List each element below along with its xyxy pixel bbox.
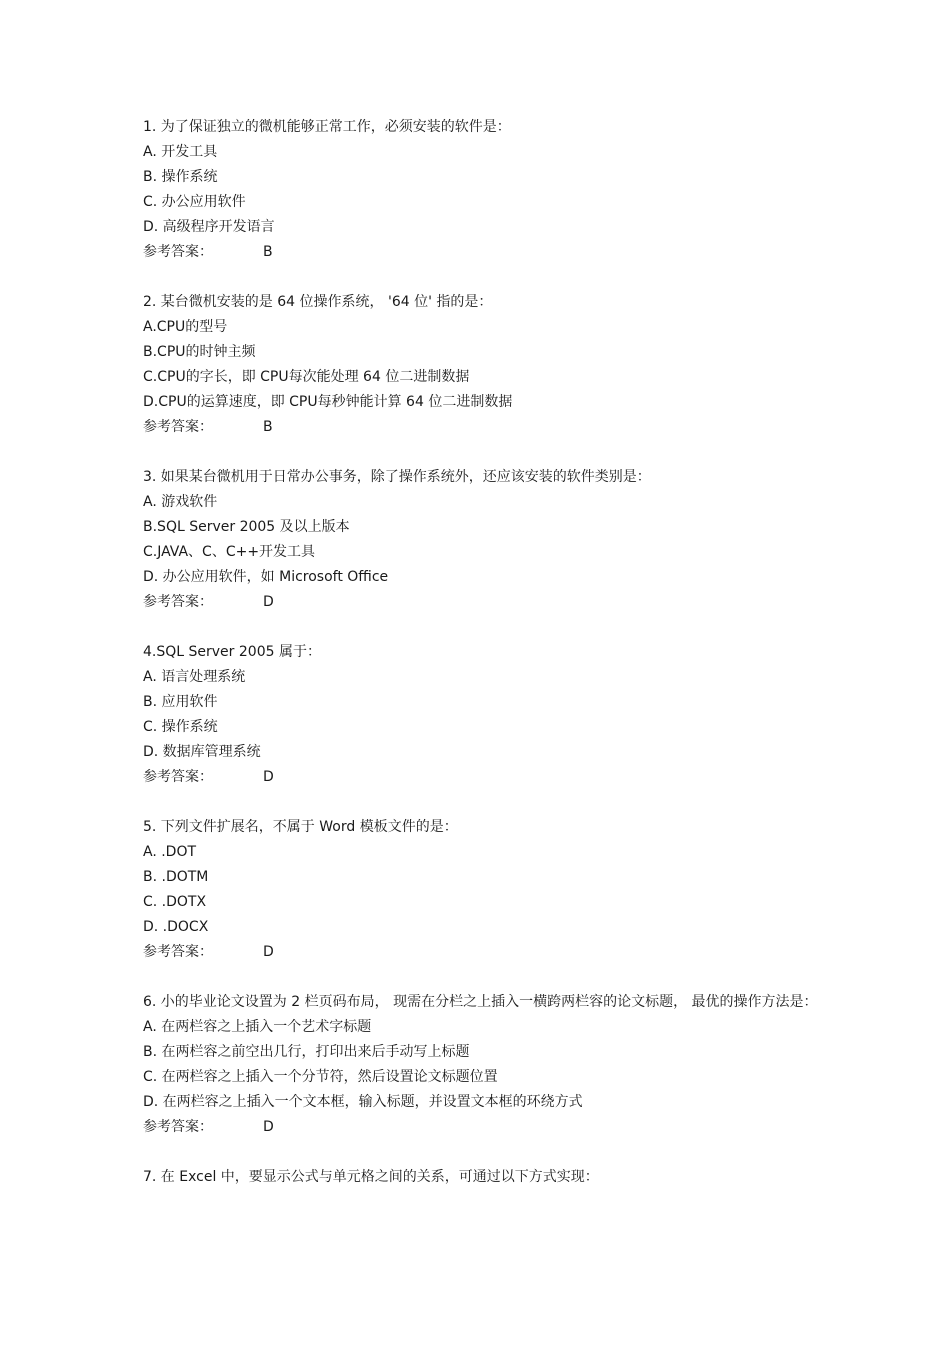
- option-b: B.SQL Server 2005 及以上版本: [143, 519, 350, 535]
- option-b: B. .DOTM: [143, 869, 209, 885]
- question-2: [143, 290, 823, 440]
- answer-row: [143, 940, 823, 965]
- option-b: B.CPU的时钟主频: [143, 344, 256, 360]
- question-title: 7. 在 Excel 中，要显示公式与单元格之间的关系，可通过以下方式实现：: [143, 1169, 599, 1185]
- option-a: A.CPU的型号: [143, 319, 228, 335]
- question-list: [143, 115, 823, 1215]
- option-b: B. 在两栏容之前空出几行，打印出来后手动写上标题: [143, 1044, 470, 1060]
- option-c: C. 在两栏容之上插入一个分节符，然后设置论文标题位置: [143, 1069, 498, 1085]
- question-title: 1. 为了保证独立的微机能够正常工作，必须安装的软件是：: [143, 119, 511, 135]
- option-c: C.JAVA、C、C++开发工具: [143, 544, 316, 560]
- question-7: [143, 1165, 823, 1190]
- option-c: C. .DOTX: [143, 894, 207, 910]
- option-a: A. 开发工具: [143, 144, 218, 160]
- answer-row: [143, 765, 823, 790]
- option-a: A. 在两栏容之上插入一个艺术字标题: [143, 1019, 372, 1035]
- question-title: 2. 某台微机安装的是 64 位操作系统， '64 位' 指的是：: [143, 294, 493, 310]
- answer-label: 参考答案：: [143, 594, 213, 610]
- option-d: D. 办公应用软件，如 Microsoft Office: [143, 569, 389, 585]
- option-d: D. 数据库管理系统: [143, 744, 261, 760]
- option-d: D.CPU的运算速度，即 CPU每秒钟能计算 64 位二进制数据: [143, 394, 513, 410]
- answer-label: 参考答案：: [143, 1119, 213, 1135]
- answer-value: B: [263, 419, 273, 435]
- answer-value: D: [263, 594, 274, 610]
- option-b: B. 应用软件: [143, 694, 218, 710]
- option-a: A. 语言处理系统: [143, 669, 246, 685]
- option-a: A. .DOT: [143, 844, 197, 860]
- answer-row: [143, 415, 823, 440]
- question-title: 6. 小的毕业论文设置为 2 栏页码布局， 现需在分栏之上插入一横跨两栏容的论文标题， 最优的操作方法是：: [143, 994, 818, 1010]
- question-5: [143, 815, 823, 965]
- answer-value: D: [263, 1119, 274, 1135]
- question-title: 5. 下列文件扩展名，不属于 Word 模板文件的是：: [143, 819, 458, 835]
- answer-row: [143, 590, 823, 615]
- answer-value: D: [263, 769, 274, 785]
- question-3: [143, 465, 823, 615]
- answer-label: 参考答案：: [143, 419, 213, 435]
- option-c: C. 操作系统: [143, 719, 218, 735]
- option-d: D. 高级程序开发语言: [143, 219, 275, 235]
- answer-row: [143, 1115, 823, 1140]
- question-1: [143, 115, 823, 265]
- answer-label: 参考答案：: [143, 769, 213, 785]
- option-c: C. 办公应用软件: [143, 194, 246, 210]
- question-title: 4.SQL Server 2005 属于：: [143, 644, 321, 660]
- option-d: D. 在两栏容之上插入一个文本框，输入标题，并设置文本框的环绕方式: [143, 1094, 583, 1110]
- answer-value: B: [263, 244, 273, 260]
- option-d: D. .DOCX: [143, 919, 209, 935]
- question-6: [143, 990, 823, 1140]
- question-title: 3. 如果某台微机用于日常办公事务，除了操作系统外，还应该安装的软件类别是：: [143, 469, 651, 485]
- answer-label: 参考答案：: [143, 244, 213, 260]
- question-4: [143, 640, 823, 790]
- answer-label: 参考答案：: [143, 944, 213, 960]
- option-a: A. 游戏软件: [143, 494, 218, 510]
- option-b: B. 操作系统: [143, 169, 218, 185]
- answer-value: D: [263, 944, 274, 960]
- option-c: C.CPU的字长，即 CPU每次能处理 64 位二进制数据: [143, 369, 470, 385]
- answer-row: [143, 240, 823, 265]
